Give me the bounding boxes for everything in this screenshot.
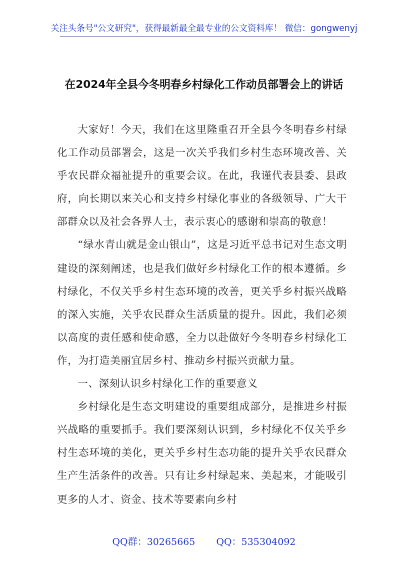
- footer-qq: QQ：535304092: [216, 537, 296, 548]
- paragraph-greeting: 大家好！今天，我们在这里隆重召开全县今冬明春乡村绿化工作动员部署会，这是一次关乎我们乡村生态环境改善、关乎农民群众福祉提升的重要会议。在此，我谨代表县委、县政府，向长期以来关心和支持乡村绿化事业的各级领导、广大干部群众以及社会各界人士，表示衷心的感谢和崇高的敬意！: [57, 124, 347, 229]
- document-title: 在2024年全县今冬明春乡村绿化工作动员部署会上的讲话: [64, 78, 344, 91]
- footer-qq-group: QQ群：30265665: [112, 537, 196, 548]
- document-body: [57, 119, 347, 512]
- footer-contact: [0, 534, 408, 548]
- header-banner: 关注头条号"公文研究"，获得最新最全最专业的公文资料库！ 微信：gongwenyj: [50, 24, 358, 34]
- header-divider: [60, 36, 350, 37]
- paragraph-section-1: 乡村绿化是生态文明建设的重要组成部分，是推进乡村振兴战略的重要抓手。我们要深刻认识到，乡村绿化不仅关乎乡村生态环境的美化，更关乎乡村生态功能的提升关乎农民群众生产生活条件的改善。只有让乡村绿起来、美起来，才能吸引更多的人才、资金、技术等要素向乡村: [57, 401, 347, 506]
- paragraph-intro: “绿水青山就是金山银山”，这是习近平总书记对生态文明建设的深刻阐述，也是我们做好乡村绿化工作的根本遵循。乡村绿化，不仅关乎乡村生态环境的改善，更关乎乡村振兴战略的深入实施，关乎农民群众生活质量的提升。因此，我们必须以高度的责任感和使命感，全力以赴做好今冬明春乡村绿化工作，为打造美丽宜居乡村、推动乡村振兴贡献力量。: [57, 239, 347, 367]
- section-heading: 一、深刻认识乡村绿化工作的重要意义: [77, 378, 258, 391]
